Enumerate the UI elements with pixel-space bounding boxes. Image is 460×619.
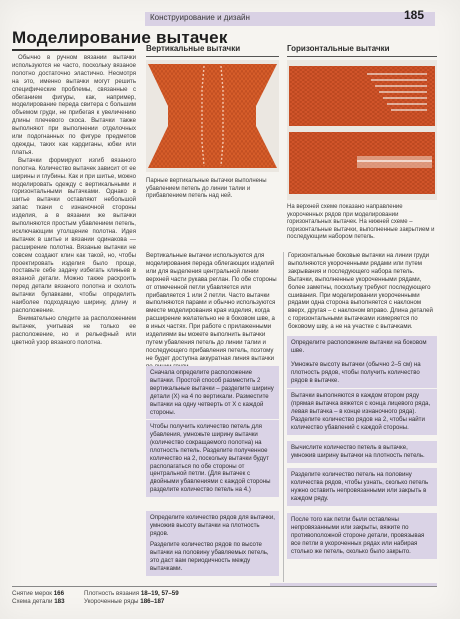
footer-rule [12,586,437,587]
vertical-step-box: Сначала определите расположение вытачки. Простой способ разместить 2 вертикальные вытачки – разделите ширину детали (X) на 4 по вертикали. Разместите вытачки на одну четверть от X с каждой стороны. [146,366,279,419]
horizontal-step-box: Умножьте высоту вытачки (обычно 2–5 см) на плотность рядов, чтобы получить количество рядов в вытачке. [287,358,437,388]
horizontal-step-box: Определите расположение вытачки на боковом шве. [287,336,437,358]
horizontal-step-box: Вычислите количество петель в вытачке, умножив ширину вытачки на плотность петель. [287,441,437,463]
intro-paragraph: Внимательно следите за расположением вытачек, учитывая не только ее расположение, но и рельефный или цветной узор вязаного полотна. [12,314,136,346]
vertical-darts-photo [146,60,279,172]
vertical-body: Вертикальные вытачки используются для моделирования переда облегающих изделий или для выделения центральной линии верхней части рукава реглан. По обе стороны от отмеченной петли убавляется или прибавляется 1 или 2 петли. Часто вытачки выполняются парами и обычно используются вместе моделирования края изделия, когда расширение желательно не в боковом шве, а в иных частях. При работе с прилаженными изделиями вы можете выполнить вытачки путем убавления петель до линии талии и последующего прибавления петель, поэтому не будет доступна аккуратная линия вытачки [146,252,277,362]
section-title: Конструирование и дизайн [150,13,250,22]
page-title: Моделирование вытачек [12,28,228,47]
horizontal-heading-rule [287,56,437,57]
horizontal-step-box: После того как петли были оставлены непровязанными или закрыты, вяжите по противоположной стороне детали, провязывая все петли в укороченных рядах или набирая столько же петель, сколько было закрыто. [287,513,437,559]
horizontal-darts-swatch [287,60,437,200]
horizontal-step-box: Вытачки выполняются в каждом втором ряду (прямая вытачка вяжется с конца лицевого ряда, левая вытачка – в конце изнаночного ряда). Разделите количество рядов на 2, чтобы найти количество убавлений с каждой стороны. [287,389,437,435]
horizontal-darts-photo [287,60,437,200]
intro-paragraph: Вытачки формируют изгиб вязаного полотна. Количество вытачек зависит от ее ширины и глубины. Как и при шитье, можно моделировать одежду с вертикальными и горизонтальными вытачками. Однако в шитье вытачки оставляют небольшой запас ткани с изнаночной стороны изделия, а в вязании же вытачки выполняются простым убавлением петель, исключающим утолщение полотна. Идея вытачек в шитье и вязании одинакова — расширение полотна. Вязаные вытачки не совсем создают клин как такой, но, чтобы проектировать изделия было проще, поставьте себе задачу избегать клиньев в вязаной детали. Можно также раскроить перед детали вязаного полотна и сколоть вытачки булавками, чтобы определить наиболее подходящую ширину, длину и расположение. [12,156,136,314]
vertical-heading-rule [146,56,279,57]
footer-ref[interactable]: Плотность вязания 18–19, 57–59 [84,590,179,597]
vertical-step-box: Чтобы получить количество петель для убавления, умножьте ширину вытачки (количество сокращаемого полотна) на плотность петель. Разделите полученное количество на 2, поскольку вытачки будут располагаться по обе стороны от центральной петли. (Для вытачек с двойными убавлениями с каждой стороны разделите количество петель на 4.) [146,420,279,497]
horizontal-heading: Горизонтальные вытачки [287,44,390,53]
page-number: 185 [404,8,425,22]
horizontal-body: Горизонтальные боковые вытачки на линии груди выполняются укороченными рядами или путем закрывания и последующего набора петель. Вытачки, выполненные укороченными рядами, более заметны, поскольку требуют последующего сшивания. При моделировании укороченными рядами одна сторона выполняется с наклоном вверх, другая – с наклоном вправо. Длина деталей с горизонтальными вытачками измеряется по боковому шву, а не на участке с вытачками. [288,252,433,331]
vertical-heading: Вертикальные вытачки [146,44,241,53]
footer-ref[interactable]: Снятие мерок 166 [12,590,65,597]
horizontal-caption: На верхней схеме показано направление укороченных рядов при моделировании горизонтальных вытачек. На нижней схеме – горизонтальные вытачки, выполненные закрытием и последующим набором петель. [287,204,435,241]
intro-text [12,54,136,347]
footer-ref-list [12,590,82,606]
footer-ref[interactable]: Схема детали 183 [12,597,65,605]
column-divider [283,252,284,582]
vertical-darts-swatch [146,60,279,172]
footer-ref-list [84,590,244,606]
vertical-caption: Парные вертикальные вытачки выполнены убавлением петель до линии талии и прибавлением петель над ней. [146,178,267,200]
title-rule [12,49,134,51]
intro-paragraph: Обычно в ручном вязании вытачки используются не часто, поскольку вязаное полотно достаточно эластично. Несмотря на это, именно вытачки могут решить специфические проблемы, связанные с обеганием фигуры, как, например, моделирование переда свитера с большим объемом груди, не прибегая к увеличению длины плечевого скоса. Вытачки также выполняют при выполнении отделочных или подогнанных по фигуре предметов одежды, таких как кардиганы, юбки или платья. [12,54,136,156]
footer-ref[interactable]: Укороченные ряды 186–187 [84,597,165,605]
horizontal-step-box: Разделите количество петель на половину количества рядов, чтобы узнать, сколько петель нужно оставить непровязанными или закрыть в каждом ряду. [287,468,437,506]
vertical-step-box: Определите количество рядов для вытачки, умножив высоту вытачки на плотность рядов. [146,511,279,541]
vertical-step-box: Разделите количество рядов по высоте вытачки на половину убавляемых петель, это даст вам периодичность между вытачками. [146,538,279,576]
